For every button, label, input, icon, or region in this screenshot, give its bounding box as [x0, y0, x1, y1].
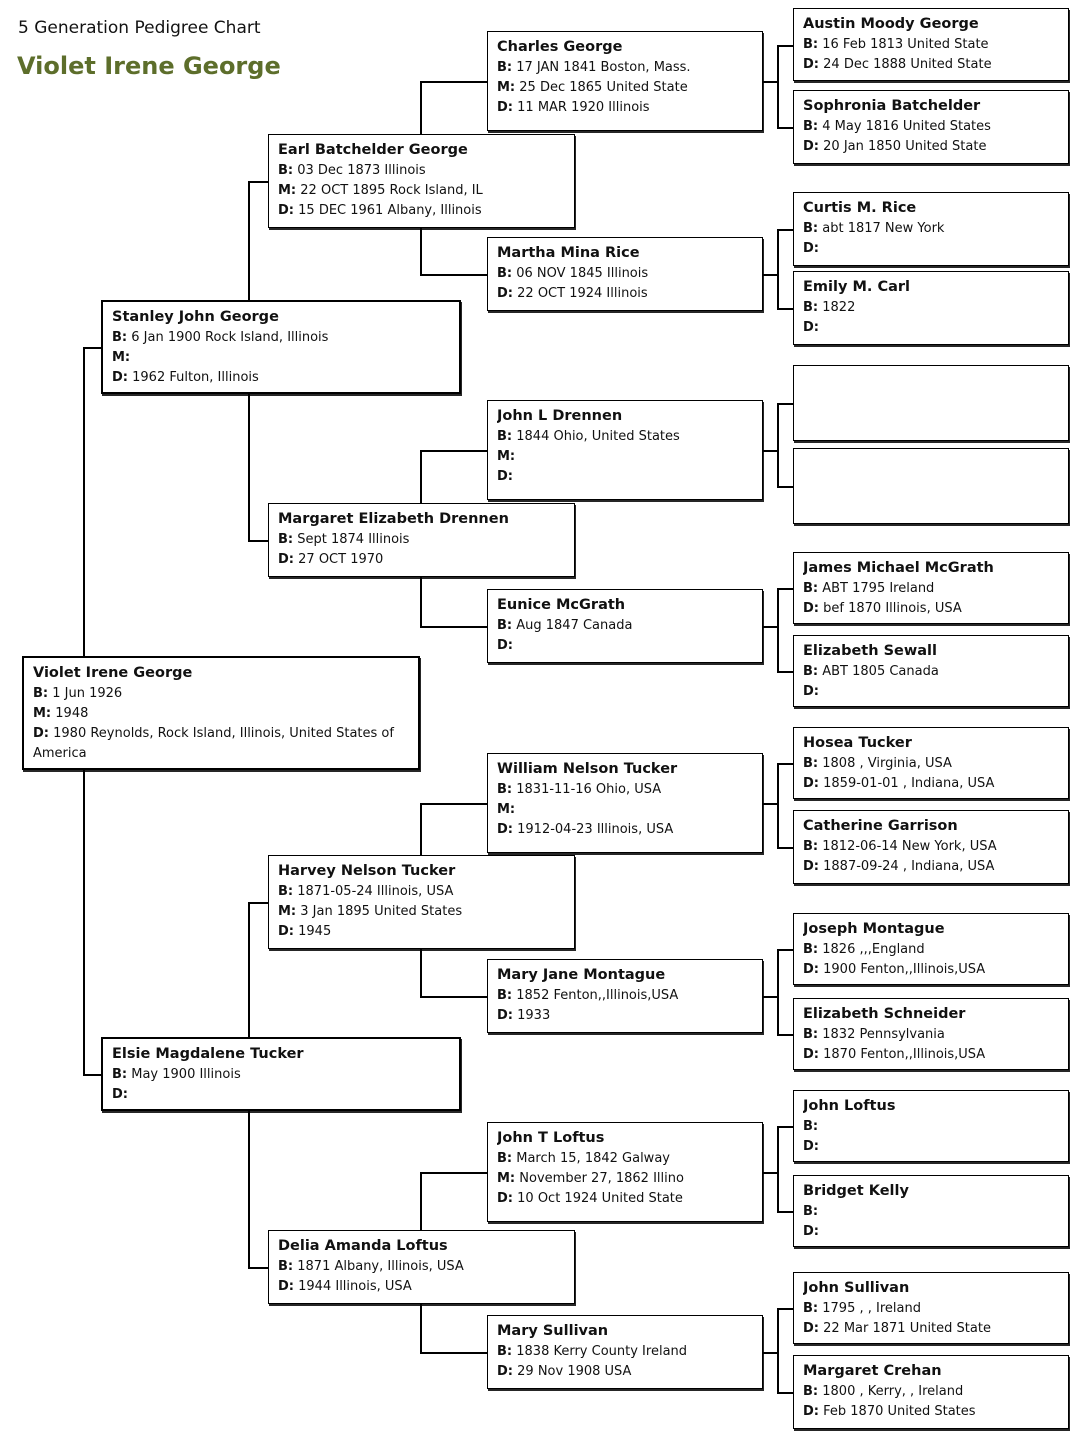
person-event-line [497, 447, 753, 467]
event-label: M: [33, 706, 52, 721]
event-label: B: [803, 119, 819, 134]
event-text: Feb 1870 United States [823, 1404, 976, 1419]
person-event-line [803, 318, 1059, 338]
chart-title: 5 Generation Pedigree Chart [18, 18, 261, 38]
event-label: B: [497, 266, 513, 281]
event-label: M: [278, 904, 297, 919]
event-label: B: [497, 1344, 513, 1359]
person-event-line [278, 181, 565, 201]
person-box-eunice-mcgrath[interactable] [487, 589, 763, 663]
connector-line [777, 308, 793, 310]
connector-line [777, 229, 793, 231]
connector-line [777, 1211, 793, 1213]
event-label: D: [803, 57, 819, 72]
event-text: Sept 1874 Illinois [297, 532, 410, 547]
person-name: Sophronia Batchelder [803, 98, 981, 114]
person-box-john-loftus[interactable] [793, 1090, 1069, 1162]
connector-line [420, 626, 487, 628]
connector-line [777, 588, 793, 590]
connector-line [248, 181, 250, 300]
event-label: B: [803, 664, 819, 679]
person-event-line [803, 1137, 1059, 1157]
event-label: B: [803, 942, 819, 957]
person-name: James Michael McGrath [803, 560, 994, 576]
connector-line [777, 45, 793, 47]
event-text: 6 Jan 1900 Rock Island, Illinois [131, 330, 329, 345]
person-box-delia-amanda-loftus[interactable] [268, 1230, 575, 1304]
person-name: Eunice McGrath [497, 597, 626, 613]
connector-line [777, 588, 779, 671]
root-person-title: Violet Irene George [17, 52, 281, 80]
event-label: B: [803, 221, 819, 236]
connector-line [777, 949, 793, 951]
person-event-line [803, 35, 1059, 55]
person-event-line [112, 328, 450, 348]
person-name: Elizabeth Sewall [803, 643, 937, 659]
person-event-line [803, 774, 1059, 794]
person-name: Bridget Kelly [803, 1183, 909, 1199]
person-event-line [497, 780, 753, 800]
event-label: B: [803, 581, 819, 596]
event-text: 1832 Pennsylvania [822, 1027, 945, 1042]
event-text: 20 Jan 1850 United State [823, 139, 987, 154]
person-box-bridget-kelly[interactable] [793, 1175, 1069, 1247]
event-text: 1944 Illinois, USA [298, 1279, 412, 1294]
event-label: D: [497, 100, 513, 115]
connector-line [777, 229, 779, 308]
event-text: May 1900 Illinois [131, 1067, 241, 1082]
person-name: Earl Batchelder George [278, 142, 468, 158]
event-label: D: [112, 1087, 128, 1102]
person-box-john-sullivan[interactable] [793, 1272, 1069, 1344]
person-event-line [803, 239, 1059, 259]
person-name: Delia Amanda Loftus [278, 1238, 448, 1254]
connector-line [83, 347, 101, 349]
person-box-violet-irene-george[interactable] [22, 656, 420, 770]
person-event-line [497, 427, 753, 447]
event-label: B: [278, 163, 294, 178]
event-text: 15 DEC 1961 Albany, Illinois [298, 203, 482, 218]
person-box-unknown-father-drennen[interactable] [793, 365, 1069, 441]
event-text: 1870 Fenton,,Illinois,USA [823, 1047, 986, 1062]
person-box-mary-jane-montague[interactable] [487, 959, 763, 1033]
person-event-line [497, 264, 753, 284]
person-event-line [278, 1257, 565, 1277]
person-event-line [803, 1299, 1059, 1319]
event-text: 10 Oct 1924 United State [517, 1191, 683, 1206]
connector-line [777, 486, 793, 488]
event-text: 1962 Fulton, Illinois [132, 370, 259, 385]
person-event-line [803, 1222, 1059, 1242]
person-event-line [803, 1025, 1059, 1045]
event-text: 06 NOV 1845 Illinois [516, 266, 649, 281]
person-event-line [33, 724, 409, 764]
connector-line [777, 403, 779, 486]
event-label: D: [803, 241, 819, 256]
event-text: 27 OCT 1970 [298, 552, 384, 567]
event-text: abt 1817 New York [822, 221, 945, 236]
event-label: D: [497, 1008, 513, 1023]
person-box-elsie-magdalene-tucker[interactable] [101, 1037, 461, 1111]
person-name: Charles George [497, 39, 623, 55]
event-text: 29 Nov 1908 USA [517, 1364, 632, 1379]
connector-line [420, 1304, 422, 1352]
event-label: B: [803, 1204, 819, 1219]
event-label: B: [803, 1301, 819, 1316]
event-text: 1900 Fenton,,Illinois,USA [823, 962, 986, 977]
person-event-line [497, 467, 753, 487]
person-event-line [497, 98, 753, 118]
person-box-charles-george[interactable] [487, 31, 763, 131]
person-name: Austin Moody George [803, 16, 979, 32]
person-box-hosea-tucker[interactable] [793, 727, 1069, 799]
event-label: M: [497, 449, 516, 464]
person-event-line [112, 1085, 450, 1105]
connector-line [777, 847, 793, 849]
connector-line [420, 1352, 487, 1354]
person-event-line [278, 550, 565, 570]
person-event-line [497, 616, 753, 636]
event-text: 1844 Ohio, United States [516, 429, 680, 444]
person-name: Catherine Garrison [803, 818, 958, 834]
person-event-line [803, 960, 1059, 980]
person-event-line [803, 1382, 1059, 1402]
person-box-william-nelson-tucker[interactable] [487, 753, 763, 853]
person-name: Martha Mina Rice [497, 245, 640, 261]
person-box-elizabeth-schneider[interactable] [793, 998, 1069, 1070]
person-name: Elsie Magdalene Tucker [112, 1046, 304, 1062]
person-event-line [112, 368, 450, 388]
event-label: B: [497, 782, 513, 797]
event-text: 1800 , Kerry, , Ireland [822, 1384, 964, 1399]
event-text: 1826 ,,,England [822, 942, 925, 957]
person-name: William Nelson Tucker [497, 761, 678, 777]
person-event-line [803, 137, 1059, 157]
person-event-line [803, 837, 1059, 857]
event-label: D: [803, 684, 819, 699]
connector-line [420, 450, 422, 503]
person-event-line [803, 599, 1059, 619]
event-label: M: [278, 183, 297, 198]
person-event-line [497, 58, 753, 78]
event-label: D: [803, 601, 819, 616]
person-event-line [803, 940, 1059, 960]
person-event-line [803, 55, 1059, 75]
person-box-harvey-nelson-tucker[interactable] [268, 855, 575, 949]
person-event-line [803, 1202, 1059, 1222]
person-box-john-l-drennen[interactable] [487, 400, 763, 500]
event-label: D: [803, 776, 819, 791]
event-label: B: [803, 1384, 819, 1399]
event-text: March 15, 1842 Galway [516, 1151, 670, 1166]
connector-line [420, 803, 422, 855]
event-text: 1812-06-14 New York, USA [822, 839, 997, 854]
person-event-line [497, 986, 753, 1006]
person-event-line [803, 1117, 1059, 1137]
person-event-line [497, 636, 753, 656]
event-label: D: [803, 1139, 819, 1154]
event-label: D: [278, 1279, 294, 1294]
connector-line [777, 763, 793, 765]
event-text: 1822 [822, 300, 856, 315]
event-label: B: [803, 839, 819, 854]
person-box-john-t-loftus[interactable] [487, 1122, 763, 1222]
person-name: Margaret Crehan [803, 1363, 942, 1379]
connector-line [248, 902, 250, 1037]
person-box-elizabeth-sewall[interactable] [793, 635, 1069, 707]
event-text: 4 May 1816 United States [822, 119, 991, 134]
event-label: B: [497, 429, 513, 444]
event-label: B: [803, 300, 819, 315]
person-event-line [803, 857, 1059, 877]
event-label: M: [112, 350, 131, 365]
person-box-catherine-garrison[interactable] [793, 810, 1069, 884]
person-name: John L Drennen [497, 408, 623, 424]
person-event-line [803, 298, 1059, 318]
person-event-line [278, 201, 565, 221]
connector-line [420, 803, 487, 805]
event-text: November 27, 1862 Illino [519, 1171, 684, 1186]
person-event-line [803, 1402, 1059, 1422]
person-event-line [112, 348, 450, 368]
person-name: Harvey Nelson Tucker [278, 863, 456, 879]
connector-line [777, 763, 779, 847]
person-box-joseph-montague[interactable] [793, 913, 1069, 985]
event-text: 1933 [517, 1008, 551, 1023]
person-name: Curtis M. Rice [803, 200, 917, 216]
event-label: D: [497, 286, 513, 301]
connector-line [420, 1172, 487, 1174]
event-label: D: [112, 370, 128, 385]
person-event-line [803, 1319, 1059, 1339]
event-text: 24 Dec 1888 United State [823, 57, 992, 72]
connector-line [420, 228, 422, 274]
event-text: 03 Dec 1873 Illinois [297, 163, 426, 178]
event-text: 11 MAR 1920 Illinois [517, 100, 650, 115]
person-name: John T Loftus [497, 1130, 605, 1146]
person-event-line [497, 1342, 753, 1362]
connector-line [777, 1126, 793, 1128]
connector-line [420, 81, 487, 83]
connector-line [248, 1267, 268, 1269]
person-event-line [803, 682, 1059, 702]
person-event-line [497, 820, 753, 840]
event-label: D: [803, 1404, 819, 1419]
event-text: 1852 Fenton,,Illinois,USA [516, 988, 679, 1003]
person-box-james-michael-mcgrath[interactable] [793, 552, 1069, 624]
event-label: M: [497, 802, 516, 817]
event-label: B: [112, 1067, 128, 1082]
person-name: John Sullivan [803, 1280, 910, 1296]
event-label: B: [803, 1027, 819, 1042]
event-label: B: [803, 756, 819, 771]
event-label: B: [497, 60, 513, 75]
event-text: Aug 1847 Canada [516, 618, 633, 633]
person-event-line [278, 530, 565, 550]
event-label: D: [497, 469, 513, 484]
person-event-line [803, 1045, 1059, 1065]
person-box-austin-moody-george[interactable] [793, 8, 1069, 81]
event-text: 1859-01-01 , Indiana, USA [823, 776, 995, 791]
person-event-line [803, 219, 1059, 239]
event-label: D: [497, 1191, 513, 1206]
event-label: D: [497, 638, 513, 653]
event-label: D: [497, 1364, 513, 1379]
event-label: M: [497, 80, 516, 95]
event-label: D: [278, 552, 294, 567]
person-name: Mary Jane Montague [497, 967, 666, 983]
person-event-line [803, 117, 1059, 137]
person-name: Hosea Tucker [803, 735, 912, 751]
person-event-line [278, 902, 565, 922]
event-text: 1980 Reynolds, Rock Island, Illinois, United States of America [33, 726, 394, 761]
person-box-martha-mina-rice[interactable] [487, 237, 763, 311]
event-text: 1871 Albany, Illinois, USA [297, 1259, 464, 1274]
event-text: 1795 , , Ireland [822, 1301, 921, 1316]
event-text: 1831-11-16 Ohio, USA [516, 782, 662, 797]
connector-line [777, 1126, 779, 1211]
event-label: D: [803, 1321, 819, 1336]
person-box-mary-sullivan[interactable] [487, 1315, 763, 1389]
connector-line [83, 770, 85, 1074]
person-event-line [497, 78, 753, 98]
event-text: ABT 1805 Canada [822, 664, 939, 679]
person-event-line [278, 882, 565, 902]
person-name: Elizabeth Schneider [803, 1006, 966, 1022]
connector-line [420, 1172, 422, 1230]
person-name: John Loftus [803, 1098, 896, 1114]
connector-line [420, 996, 487, 998]
event-label: B: [497, 988, 513, 1003]
event-text: 3 Jan 1895 United States [300, 904, 463, 919]
event-label: B: [497, 618, 513, 633]
connector-line [777, 1308, 793, 1310]
event-text: 1945 [298, 924, 332, 939]
event-label: D: [278, 924, 294, 939]
person-box-unknown-mother-drennen[interactable] [793, 448, 1069, 524]
connector-line [777, 127, 793, 129]
connector-line [777, 1034, 793, 1036]
event-label: B: [497, 1151, 513, 1166]
connector-line [248, 1111, 250, 1267]
person-box-curtis-m-rice[interactable] [793, 192, 1069, 266]
person-event-line [497, 284, 753, 304]
event-text: bef 1870 Illinois, USA [823, 601, 962, 616]
connector-line [777, 1392, 793, 1394]
person-event-line [278, 922, 565, 942]
connector-line [248, 181, 268, 183]
person-event-line [497, 1362, 753, 1382]
event-label: D: [803, 320, 819, 335]
person-name: Stanley John George [112, 309, 279, 325]
person-name: Mary Sullivan [497, 1323, 609, 1339]
person-name: Margaret Elizabeth Drennen [278, 511, 509, 527]
connector-line [420, 81, 422, 134]
connector-line [83, 347, 85, 656]
event-label: D: [803, 1047, 819, 1062]
person-box-sophronia-batchelder[interactable] [793, 90, 1069, 164]
person-event-line [33, 704, 409, 724]
person-event-line [33, 684, 409, 704]
event-label: B: [803, 37, 819, 52]
person-event-line [803, 579, 1059, 599]
person-event-line [803, 754, 1059, 774]
event-text: 1808 , Virginia, USA [822, 756, 952, 771]
event-label: D: [803, 139, 819, 154]
person-event-line [278, 1277, 565, 1297]
event-label: D: [497, 822, 513, 837]
person-event-line [497, 1006, 753, 1026]
person-event-line [112, 1065, 450, 1085]
event-label: B: [278, 1259, 294, 1274]
person-event-line [803, 662, 1059, 682]
event-label: D: [803, 962, 819, 977]
event-label: D: [803, 1224, 819, 1239]
connector-line [420, 949, 422, 996]
person-box-earl-batchelder-george[interactable] [268, 134, 575, 228]
event-label: M: [497, 1171, 516, 1186]
person-name: Emily M. Carl [803, 279, 910, 295]
connector-line [777, 671, 793, 673]
event-text: 16 Feb 1813 United State [822, 37, 989, 52]
person-name: Joseph Montague [803, 921, 945, 937]
event-text: 25 Dec 1865 United State [519, 80, 688, 95]
person-name: Violet Irene George [33, 665, 193, 681]
connector-line [248, 394, 250, 540]
person-box-margaret-elizabeth-drennen[interactable] [268, 503, 575, 577]
connector-line [777, 45, 779, 127]
connector-line [83, 1074, 101, 1076]
connector-line [420, 274, 487, 276]
event-text: 17 JAN 1841 Boston, Mass. [516, 60, 691, 75]
person-event-line [497, 800, 753, 820]
event-text: 1887-09-24 , Indiana, USA [823, 859, 995, 874]
person-event-line [497, 1169, 753, 1189]
event-text: 22 Mar 1871 United State [823, 1321, 991, 1336]
event-text: ABT 1795 Ireland [822, 581, 935, 596]
connector-line [420, 577, 422, 626]
connector-line [248, 902, 268, 904]
connector-line [777, 949, 779, 1034]
event-text: 1912-04-23 Illinois, USA [517, 822, 674, 837]
person-event-line [497, 1149, 753, 1169]
person-event-line [497, 1189, 753, 1209]
event-label: B: [278, 532, 294, 547]
connector-line [777, 1308, 779, 1392]
event-text: 1838 Kerry County Ireland [516, 1344, 688, 1359]
event-label: B: [112, 330, 128, 345]
event-text: 22 OCT 1924 Illinois [517, 286, 648, 301]
connector-line [248, 540, 268, 542]
event-label: B: [33, 686, 49, 701]
person-box-margaret-crehan[interactable] [793, 1355, 1069, 1429]
event-text: 1 Jun 1926 [52, 686, 123, 701]
connector-line [420, 450, 487, 452]
event-label: D: [803, 859, 819, 874]
event-text: 1871-05-24 Illinois, USA [297, 884, 454, 899]
event-label: D: [33, 726, 49, 741]
event-label: B: [278, 884, 294, 899]
person-box-emily-m-carl[interactable] [793, 271, 1069, 345]
person-box-stanley-john-george[interactable] [101, 300, 461, 394]
event-text: 1948 [55, 706, 89, 721]
event-text: 22 OCT 1895 Rock Island, IL [300, 183, 483, 198]
event-label: D: [278, 203, 294, 218]
event-label: B: [803, 1119, 819, 1134]
person-event-line [278, 161, 565, 181]
connector-line [777, 403, 793, 405]
